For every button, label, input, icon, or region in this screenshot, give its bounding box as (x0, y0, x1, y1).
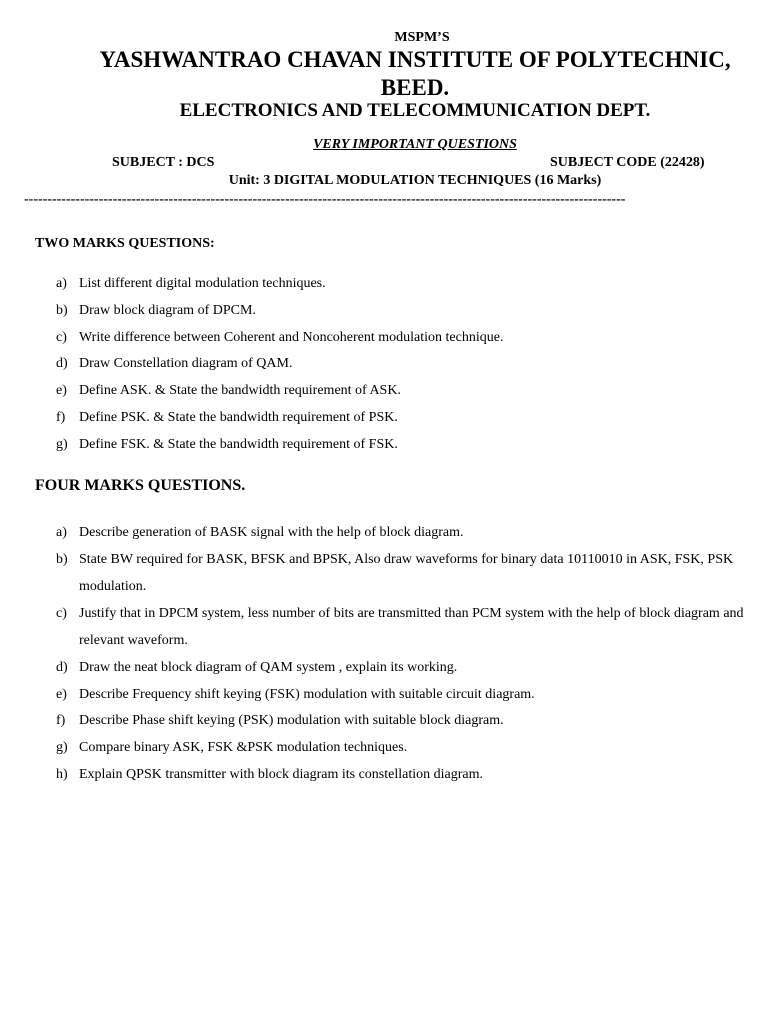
question-text: Describe Phase shift keying (PSK) modulation with suitable block diagram. (79, 713, 504, 729)
org-name: MSPM’S (394, 30, 450, 45)
question-text: Justify that in DPCM system, less number of bits are transmitted than PCM system with the help of block diagram and relevant waveform. (79, 605, 744, 648)
question-item (56, 681, 756, 708)
question-text: Draw Constellation diagram of QAM. (79, 356, 293, 372)
question-text: State BW required for BASK, BFSK and BPSK, Also draw waveforms for binary data 10110010 in ASK, FSK, PSK modulation. (79, 551, 734, 594)
question-text: Describe generation of BASK signal with the help of block diagram. (79, 525, 464, 540)
question-item (56, 654, 756, 681)
two-marks-heading: TWO MARKS QUESTIONS: (35, 236, 215, 251)
question-text: Describe Frequency shift keying (FSK) modulation with suitable circuit diagram. (79, 686, 535, 702)
question-item (56, 302, 756, 329)
question-label: c) (56, 329, 67, 345)
question-text: Explain QPSK transmitter with block diagram its constellation diagram. (79, 766, 483, 782)
question-item (56, 382, 756, 409)
question-label: a) (56, 276, 67, 291)
question-text: Define PSK. & State the bandwidth requirement of PSK. (79, 409, 398, 425)
question-item (56, 329, 756, 356)
question-label: d) (56, 659, 68, 675)
question-label: a) (56, 525, 67, 540)
question-label: e) (56, 686, 67, 702)
question-text: Draw block diagram of DPCM. (79, 302, 256, 318)
question-text: Define ASK. & State the bandwidth requirement of ASK. (79, 383, 401, 399)
document-title: VERY IMPORTANT QUESTIONS (313, 137, 517, 152)
question-label: h) (56, 766, 68, 782)
question-item (56, 355, 756, 382)
four-marks-heading: FOUR MARKS QUESTIONS. (35, 477, 246, 494)
dashed-divider: --------------------------------------------------------------------------------------------------------------------------------- (24, 194, 626, 206)
institute-name: YASHWANTRAO CHAVAN INSTITUTE OF POLYTECHNIC, BEED. (99, 47, 731, 100)
question-label: c) (56, 605, 67, 621)
subject-code-label: SUBJECT CODE (22428) (550, 155, 705, 170)
four-marks-question-list (56, 519, 756, 788)
question-item (56, 600, 756, 654)
question-label: g) (56, 740, 68, 756)
subject-label: SUBJECT : DCS (112, 155, 215, 170)
question-label: e) (56, 383, 67, 399)
question-text: Define FSK. & State the bandwidth requirement of FSK. (79, 436, 398, 452)
question-item (56, 707, 756, 734)
question-text: Draw the neat block diagram of QAM system , explain its working. (79, 659, 458, 675)
department-name: ELECTRONICS AND TELECOMMUNICATION DEPT. (179, 100, 651, 121)
question-label: b) (56, 551, 68, 567)
question-item (56, 734, 756, 761)
question-label: d) (56, 356, 68, 372)
question-text: List different digital modulation techniques. (79, 276, 326, 291)
question-label: f) (56, 713, 66, 729)
question-text: Write difference between Coherent and Noncoherent modulation technique. (79, 329, 504, 345)
two-marks-question-list (56, 275, 756, 463)
question-item (56, 436, 756, 463)
question-item (56, 519, 756, 546)
unit-title: Unit: 3 DIGITAL MODULATION TECHNIQUES (16 Marks) (228, 173, 602, 188)
question-item (56, 546, 756, 600)
question-item (56, 275, 756, 302)
question-item (56, 409, 756, 436)
question-label: b) (56, 302, 68, 318)
question-label: g) (56, 436, 68, 452)
question-item (56, 761, 756, 788)
question-label: f) (56, 409, 66, 425)
question-text: Compare binary ASK, FSK &PSK modulation techniques. (79, 740, 408, 756)
